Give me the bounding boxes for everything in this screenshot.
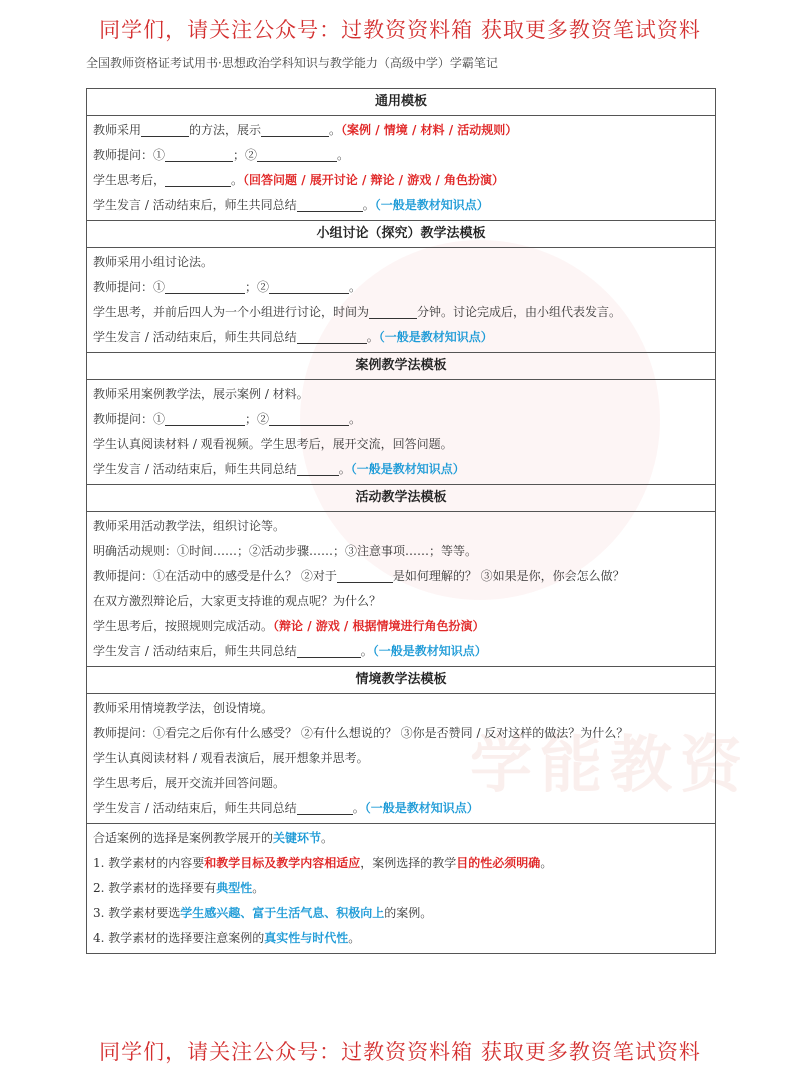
fill-blank [165,171,231,187]
line-text: 学生认真阅读材料 / 观看视频。学生思考后，展开交流，回答问题。 [93,437,453,451]
line-text: 。 [349,412,362,426]
template-line [93,539,709,564]
highlight-text: （一般是教材知识点） [350,462,465,476]
highlight-text: 目的性必须明确 [456,856,541,870]
watermark-text: 学能教资 [470,728,751,801]
line-text: 教师提问：① [93,412,166,426]
fill-blank [257,146,337,162]
line-text: 教师提问：①看完之后你有什么感受？ ②有什么想说的？ ③你是否赞同 / 反对这样的做法？为什么？ [93,726,629,740]
note-line [93,851,709,876]
line-text: 学生发言 / 活动结束后，师生共同总结 [93,801,297,815]
line-text: 教师采用活动教学法，组织讨论等。 [93,519,286,533]
template-line [93,300,709,325]
template-line [93,696,709,721]
line-text: 教师提问：① [93,280,166,294]
template-line [93,514,709,539]
highlight-text: （一般是教材知识点） [378,330,493,344]
book-subtitle: 全国教师资格证考试用书·思想政治学科知识与教学能力（高级中学）学霸笔记 [86,56,498,70]
fill-blank [297,196,363,212]
template-line [93,564,709,589]
line-text: 。 [337,148,350,162]
section-title: 案例教学法模板 [87,353,715,380]
line-text: 学生发言 / 活动结束后，师生共同总结 [93,644,297,658]
template-line [93,796,709,821]
template-line [93,193,709,218]
line-text: ；② [245,412,270,426]
line-text: 学生发言 / 活动结束后，师生共同总结 [93,462,297,476]
line-text: 。 [348,931,361,945]
fill-blank [297,328,367,344]
line-text: 学生思考后，按照规则完成活动。 [93,619,274,633]
line-text: 学生思考，并前后四人为一个小组进行讨论，时间为 [93,305,370,319]
highlight-text: （案例 / 情境 / 材料 / 活动规则） [341,123,518,137]
line-text: 学生思考后， [93,173,166,187]
template-line [93,639,709,664]
template-line [93,771,709,796]
line-text: 。 [352,801,365,815]
highlight-text: （一般是教材知识点） [372,644,487,658]
line-text: 教师采用小组讨论法。 [93,255,214,269]
promo-banner-bottom: 同学们，请关注公众号：过教资资料箱 获取更多教资笔试资料 [99,1040,701,1064]
line-text: ；② [233,148,258,162]
line-text: 。 [362,198,375,212]
section-title: 通用模板 [87,89,715,116]
section-situational-teaching [87,667,715,824]
highlight-text: （辩论 / 游戏 / 根据情境进行角色扮演） [273,619,485,633]
line-text: 1. 教学素材的内容要 [93,856,205,870]
fill-blank [269,410,349,426]
line-text: 的案例。 [384,906,433,920]
line-text: 明确活动规则：①时间……；②活动步骤……；③注意事项……；等等。 [93,544,478,558]
line-text: 教师采用案例教学法，展示案例 / 材料。 [93,387,309,401]
fill-blank [337,567,393,583]
template-line [93,614,709,639]
line-text: 。 [338,462,351,476]
highlight-text: 关键环节 [273,831,322,845]
line-text: 4. 教学素材的选择要注意案例的 [93,931,265,945]
highlight-text: 真实性与时代性 [264,931,349,945]
promo-banner-top: 同学们，请关注公众号：过教资资料箱 获取更多教资笔试资料 [99,18,701,42]
section-title: 情境教学法模板 [87,667,715,694]
fill-blank [369,303,417,319]
line-text: 教师提问：① [93,148,166,162]
line-text: 是如何理解的？ ③如果是你，你会怎么做？ [392,569,625,583]
section-case-teaching [87,353,715,485]
line-text: 分钟。讨论完成后，由小组代表发言。 [417,305,622,319]
line-text: 。 [360,644,373,658]
fill-blank [165,146,233,162]
line-text: 教师采用 [93,123,142,137]
line-text: 。 [366,330,379,344]
template-table [86,88,716,954]
line-text: 学生认真阅读材料 / 观看表演后，展开想象并思考。 [93,751,369,765]
highlight-text: 和教学目标及教学内容相适应 [204,856,361,870]
section-title: 活动教学法模板 [87,485,715,512]
template-line [93,382,709,407]
line-text: 。 [231,173,244,187]
fill-blank [297,460,339,476]
note-line [93,826,709,851]
highlight-text: 典型性 [216,881,253,895]
note-line [93,901,709,926]
line-text: 2. 教学素材的选择要有 [93,881,217,895]
template-line [93,432,709,457]
fill-blank [165,278,245,294]
highlight-text: （一般是教材知识点） [364,801,479,815]
line-text: 。 [329,123,342,137]
template-line [93,746,709,771]
template-line [93,407,709,432]
template-line [93,275,709,300]
line-text: 教师提问：①在活动中的感受是什么？ ②对于 [93,569,337,583]
fill-blank [165,410,245,426]
line-text: 3. 教学素材要选 [93,906,181,920]
template-line [93,168,709,193]
template-line [93,250,709,275]
line-text: 在双方激烈辩论后，大家更支持谁的观点呢？为什么？ [93,594,382,608]
note-line [93,876,709,901]
template-line [93,721,709,746]
line-text: 学生发言 / 活动结束后，师生共同总结 [93,330,297,344]
line-text: 。 [349,280,362,294]
section-case-selection-notes [87,824,715,953]
line-text: 。 [252,881,265,895]
fill-blank [297,799,353,815]
fill-blank [141,121,189,137]
template-line [93,589,709,614]
template-line [93,457,709,482]
line-text: 。 [321,831,334,845]
note-line [93,926,709,951]
fill-blank [269,278,349,294]
line-text: 学生发言 / 活动结束后，师生共同总结 [93,198,297,212]
section-title: 小组讨论（探究）教学法模板 [87,221,715,248]
line-text: 学生思考后，展开交流并回答问题。 [93,776,286,790]
fill-blank [297,642,361,658]
line-text: 。 [540,856,553,870]
section-general-template [87,89,715,221]
highlight-text: （一般是教材知识点） [374,198,489,212]
section-group-discussion [87,221,715,353]
line-text: ，案例选择的教学 [360,856,457,870]
template-line [93,325,709,350]
line-text: 合适案例的选择是案例教学展开的 [93,831,274,845]
template-line [93,118,709,143]
line-text: 的方法，展示 [189,123,262,137]
highlight-text: （回答问题 / 展开讨论 / 辩论 / 游戏 / 角色扮演） [243,173,504,187]
fill-blank [261,121,329,137]
line-text: ；② [245,280,270,294]
highlight-text: 学生感兴趣、富于生活气息、积极向上 [180,906,385,920]
line-text: 教师采用情境教学法，创设情境。 [93,701,274,715]
template-line [93,143,709,168]
section-activity-teaching [87,485,715,667]
